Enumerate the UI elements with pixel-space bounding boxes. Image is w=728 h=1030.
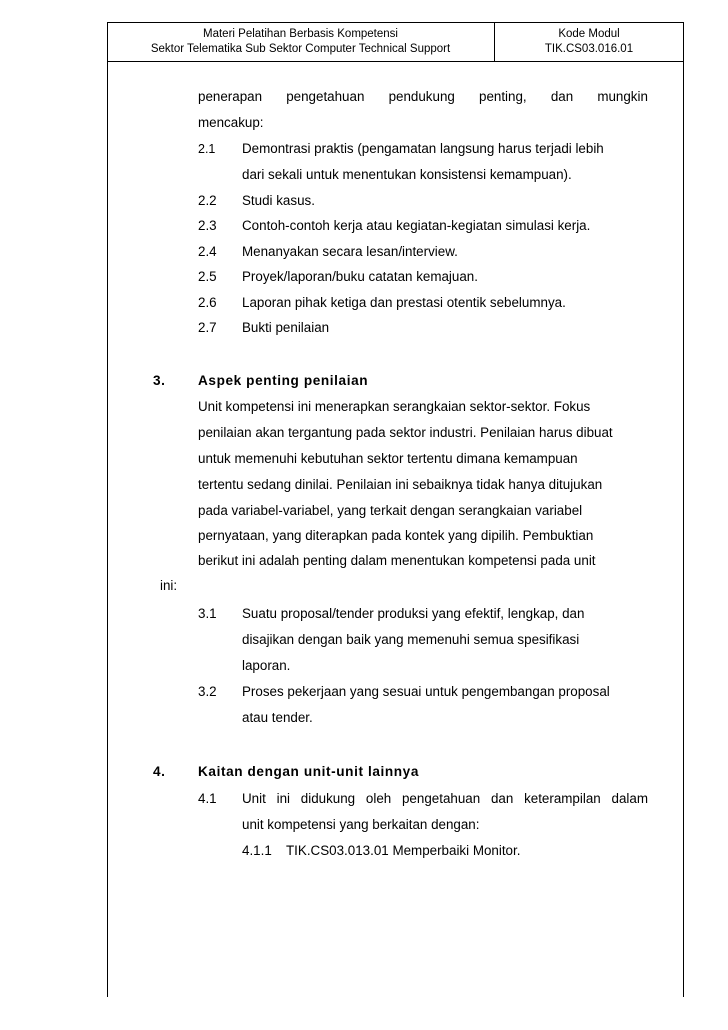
intro-word: pengetahuan <box>286 89 365 104</box>
section-3-paragraph-line: berikut ini adalah penting dalam menentukan kompetensi pada unit <box>198 553 596 568</box>
section-3-paragraph-line: pernyataan, yang diterapkan pada kontek yang dipilih. Pembuktian <box>198 528 594 543</box>
header-title-line1: Materi Pelatihan Berbasis Kompetensi <box>203 28 398 40</box>
relation-word: dan <box>490 791 514 806</box>
header-code-value: TIK.CS03.016.01 <box>544 43 634 55</box>
method-text: Studi kasus. <box>242 193 315 208</box>
section-3-paragraph-line: Unit kompetensi ini menerapkan serangkaian sektor-sektor. Fokus <box>198 399 591 414</box>
criteria-text: Suatu proposal/tender produksi yang efektif, lengkap, dan <box>242 606 585 621</box>
criteria-number: 3.1 <box>198 606 217 621</box>
relation-word: pengetahuan <box>401 791 481 806</box>
method-number: 2.7 <box>198 320 217 335</box>
method-text: Demontrasi praktis (pengamatan langsung harus terjadi lebih <box>242 141 604 156</box>
relation-word: dalam <box>611 791 648 806</box>
method-text: Bukti penilaian <box>242 320 330 335</box>
criteria-text: Proses pekerjaan yang sesuai untuk pengembangan proposal <box>242 684 610 699</box>
header-code-label: Kode Modul <box>558 28 620 40</box>
relation-number: 4.1 <box>198 791 217 806</box>
relation-word: oleh <box>365 791 392 806</box>
header-code-cell <box>495 23 683 61</box>
criteria-text: disajikan dengan baik yang memenuhi semua spesifikasi <box>242 632 580 647</box>
header-title-cell <box>107 23 495 61</box>
relation-word: Unit <box>242 791 266 806</box>
intro-word: dan <box>550 89 574 104</box>
method-number: 2.4 <box>198 244 217 259</box>
method-number: 2.1 <box>198 142 216 156</box>
relation-text-line-2: unit kompetensi yang berkaitan dengan: <box>242 817 480 832</box>
section-3-paragraph-trailing: ini: <box>160 578 178 593</box>
section-3-number: 3. <box>153 373 166 388</box>
relation-word: ini <box>276 791 290 806</box>
page-border-left <box>107 22 108 997</box>
method-text: Proyek/laporan/buku catatan kemajuan. <box>242 269 478 284</box>
method-number: 2.6 <box>198 295 217 310</box>
section-3-paragraph-line: untuk memenuhi kebutuhan sektor tertentu dimana kemampuan <box>198 451 578 466</box>
section-3-paragraph-line: tertentu sedang dinilai. Penilaian ini sebaiknya tidak hanya ditujukan <box>198 477 603 492</box>
criteria-text: atau tender. <box>242 710 313 725</box>
intro-line-2: mencakup: <box>198 115 264 130</box>
section-3-paragraph-line: pada variabel-variabel, yang terkait dengan serangkaian variabel <box>198 503 583 518</box>
method-number: 2.5 <box>198 269 217 284</box>
page-border-right <box>683 22 684 997</box>
section-3-title: Aspek penting penilaian <box>198 373 369 388</box>
header-title-line2: Sektor Telematika Sub Sektor Computer Technical Support <box>150 43 451 55</box>
relation-word: keterampilan <box>524 791 601 806</box>
section-4-title: Kaitan dengan unit-unit lainnya <box>198 764 419 779</box>
intro-word: penting, <box>479 89 527 104</box>
module-header <box>107 22 683 62</box>
method-number: 2.3 <box>198 218 217 233</box>
intro-word: penerapan <box>198 89 263 104</box>
method-number: 2.2 <box>198 193 217 208</box>
criteria-text: laporan. <box>242 658 291 673</box>
method-text: Laporan pihak ketiga dan prestasi otentik sebelumnya. <box>242 295 566 310</box>
intro-line-1 <box>198 88 648 106</box>
related-unit-text: TIK.CS03.013.01 Memperbaiki Monitor. <box>286 843 521 858</box>
section-3-paragraph-line: penilaian akan tergantung pada sektor industri. Penilaian harus dibuat <box>198 425 613 440</box>
method-text-cont: dari sekali untuk menentukan konsistensi kemampuan). <box>242 167 572 182</box>
intro-word: mungkin <box>597 89 648 104</box>
related-unit-number: 4.1.1 <box>242 843 272 858</box>
criteria-number: 3.2 <box>198 684 217 699</box>
method-text: Contoh-contoh kerja atau kegiatan-kegiatan simulasi kerja. <box>242 218 591 233</box>
relation-text-line-1 <box>242 790 648 808</box>
method-text: Menanyakan secara lesan/interview. <box>242 244 458 259</box>
relation-word: didukung <box>300 791 356 806</box>
intro-word: pendukung <box>388 89 455 104</box>
section-4-number: 4. <box>153 764 166 779</box>
